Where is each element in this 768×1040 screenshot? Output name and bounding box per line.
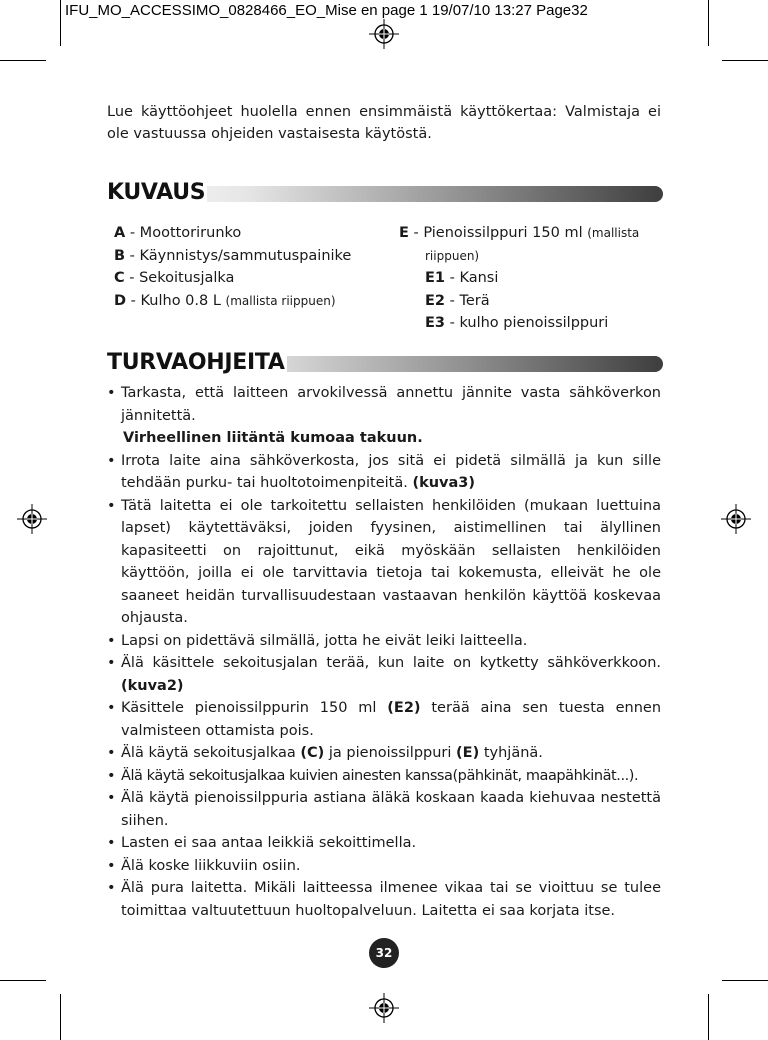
page-number-badge: 32 [369, 938, 399, 968]
part-item: D - Kulho 0.8 L (mallista riippuen) [114, 292, 336, 309]
crop-mark [722, 60, 768, 61]
part-item: C - Sekoitusjalka [114, 270, 235, 286]
crop-mark [0, 980, 46, 981]
registration-mark-icon [721, 504, 751, 534]
list-item: • Älä pura laitetta. Mikäli laitteessa ilmenee vikaa tai se vioittuu se tulee toimittaa valtuutettuun huoltopalveluun. Laitetta ei saa korjata itse. [107, 880, 661, 919]
crop-mark [708, 0, 709, 46]
crop-mark [0, 60, 46, 61]
part-item: A - Moottorirunko [114, 225, 242, 241]
section-heading-turvaohjeita [107, 351, 663, 377]
crop-mark [708, 994, 709, 1040]
part-subitem: E1 - Kansi [425, 270, 499, 286]
list-item: • Tarkasta, että laitteen arvokilvessä annettu jännite vasta sähköverkon jännitettä. [107, 385, 661, 424]
section-heading-kuvaus [107, 181, 663, 207]
warranty-warning: Virheellinen liitäntä kumoaa takuun. [123, 430, 423, 446]
crop-mark [722, 980, 768, 981]
list-item: • Käsittele pienoissilppurin 150 ml (E2) terää aina sen tuesta ennen valmisteen ottamista pois. [107, 700, 662, 739]
crop-mark [60, 994, 61, 1040]
list-item: • Irrota laite aina sähköverkosta, jos sitä ei pidetä silmällä ja kun sille tehdään purku- tai huoltotoimenpiteitä. (kuva3) [107, 452, 661, 491]
part-subitem: E3 - kulho pienoissilppuri [425, 315, 609, 331]
print-slug-line: IFU_MO_ACCESSIMO_0828466_EO_Mise en page 1 19/07/10 13:27 Page32 [65, 2, 588, 19]
safety-instructions-list [107, 382, 661, 922]
list-item: • Älä koske liikkuviin osiin. [107, 857, 301, 874]
registration-mark-icon [369, 993, 399, 1023]
list-item: • Lasten ei saa antaa leikkiä sekoittimella. [107, 835, 417, 851]
part-item: B - Käynnistys/sammutuspainike [114, 247, 352, 264]
list-item: • Lapsi on pidettävä silmällä, jotta he eivät leiki laitteella. [107, 632, 528, 649]
parts-list-right [399, 222, 661, 335]
intro-paragraph: Lue käyttöohjeet huolella ennen ensimmäistä käyttökertaa: Valmistaja ei ole vastuussa ohjeiden vastaisesta käytöstä. [107, 104, 661, 142]
section-title: KUVAUS [107, 180, 206, 205]
list-item: • Älä käytä sekoitusjalkaa (C) ja pienoissilppuri (E) tyhjänä. [107, 745, 543, 761]
list-item: • Älä käsittele sekoitusjalan terää, kun laite on kytketty sähköverkkoon. (kuva2) [107, 655, 661, 694]
parts-list-left [114, 222, 384, 312]
list-item: • Älä käytä pienoissilppuria astiana äläkä koskaan kaada kiehuvaa nestettä siihen. [107, 790, 661, 829]
registration-mark-icon [17, 504, 47, 534]
list-item: • Älä käytä sekoitusjalkaa kuivien ainesten kanssa(pähkinät, maapähkinät...). [107, 767, 639, 784]
part-subitem: E2 - Terä [425, 292, 490, 309]
part-item: E - Pienoissilppuri 150 ml (mallista riippuen) [399, 225, 640, 263]
crop-mark [60, 0, 61, 46]
registration-mark-icon [369, 19, 399, 49]
section-title: TURVAOHJEITA [107, 350, 285, 375]
list-item: • Tätä laitetta ei ole tarkoitettu sellaisten henkilöiden (mukaan luettuina lapset) käytettäväksi, joiden fyysinen, aistimellinen tai älyllinen kapasiteetti on rajoittunut, eikä myöskään sellaisten henkilöiden käyttöön, joilla ei ole tarvittavia tietoja tai kokemusta, elleivät he ole saaneet heidän turvallisuudestaan vastaavan henkilön käyttöä koskevaa ohjausta. [107, 497, 661, 626]
